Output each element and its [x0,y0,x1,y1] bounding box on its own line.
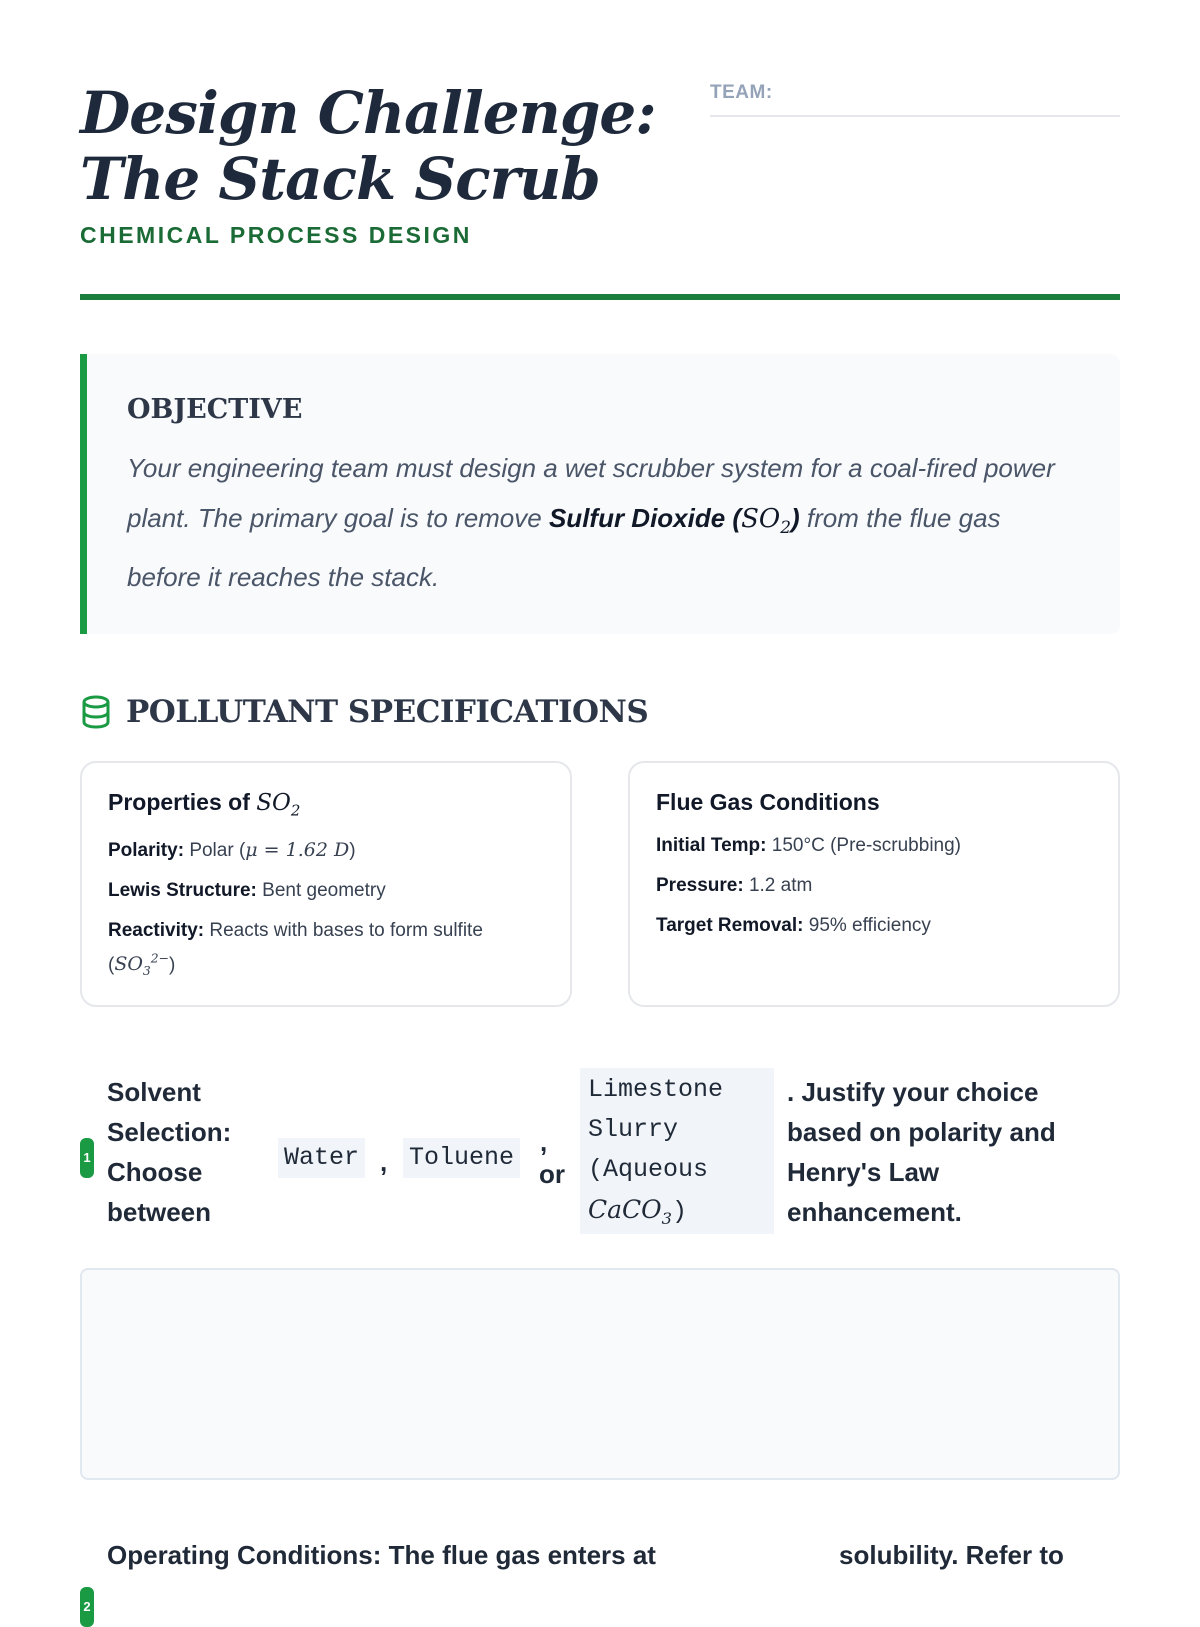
section-pollutant-specs [80,690,648,734]
option-or: or [539,1159,565,1189]
option-toluene: Toluene [403,1138,520,1178]
question-number-badge: 2 [80,1587,94,1627]
question-intro: Solvent Selection: Choose between [107,1077,232,1227]
question-1 [80,1072,1120,1242]
condition-pressure: Pressure: 1.2 atm [656,875,813,896]
option-separator: , [380,1147,388,1177]
option-water: Water [278,1138,365,1178]
objective-highlight: Sulfur Dioxide $(SO_2)$ [548,503,800,538]
option-limestone-slurry: Limestone Slurry (Aqueous CaCO$_3$) [580,1068,774,1234]
worksheet-header [80,0,1120,300]
page-title: Design Challenge: The Stack Scrub [80,79,656,213]
property-lewis-structure: Lewis Structure: Bent geometry [108,879,386,901]
objective-box [80,354,1120,634]
question-outro: . Justify your choice based on polarity and Henry's Law enhancement. [787,1077,1056,1227]
worksheet-page [80,0,1120,1614]
answer-input-box[interactable] [80,1268,1120,1480]
section-heading: POLLUTANT SPECIFICATIONS [126,694,649,730]
question-line: solubility. Refer to [839,1540,1064,1570]
so2-properties-card [80,761,572,1007]
question-number-badge: 1 [80,1138,94,1178]
page-subtitle: CHEMICAL PROCESS DESIGN [80,222,472,248]
sulfite-formula: $SO_3^{2-}$ [114,951,169,978]
flue-gas-card [628,761,1120,1007]
condition-target-removal: Target Removal: 95% efficiency [656,915,931,936]
option-separator: , [540,1127,548,1157]
team-name-field[interactable] [710,82,1120,117]
header-divider [80,294,1120,300]
question-2 [80,1535,1120,1614]
so2-formula: $SO_2$ [256,790,301,820]
condition-initial-temp: Initial Temp: 150°C (Pre-scrubbing) [656,835,961,856]
card-title: Flue Gas Conditions [656,789,880,815]
question-line: Operating Conditions: The flue gas enters at [107,1540,656,1570]
database-icon [80,694,112,730]
so2-formula: $SO_2$ [741,504,791,538]
objective-text: Your engineering team must design a wet scrubber system for a coal-fired power plant. The primary goal is to remove Sulfur Dioxide $(SO_2)$ from the flue gas before it reaches the stack. [127,453,1055,593]
caco3-formula: CaCO$_3$ [588,1195,673,1228]
property-polarity: Polarity: Polar (μ = 1.62 D) [108,838,356,861]
property-reactivity: Reactivity: Reacts with bases to form sulfite $(SO_3^{2-})$ [108,919,483,978]
card-title: Properties of $SO_2$ [108,789,301,820]
team-label: TEAM: [710,82,773,103]
objective-heading: OBJECTIVE [127,394,303,425]
